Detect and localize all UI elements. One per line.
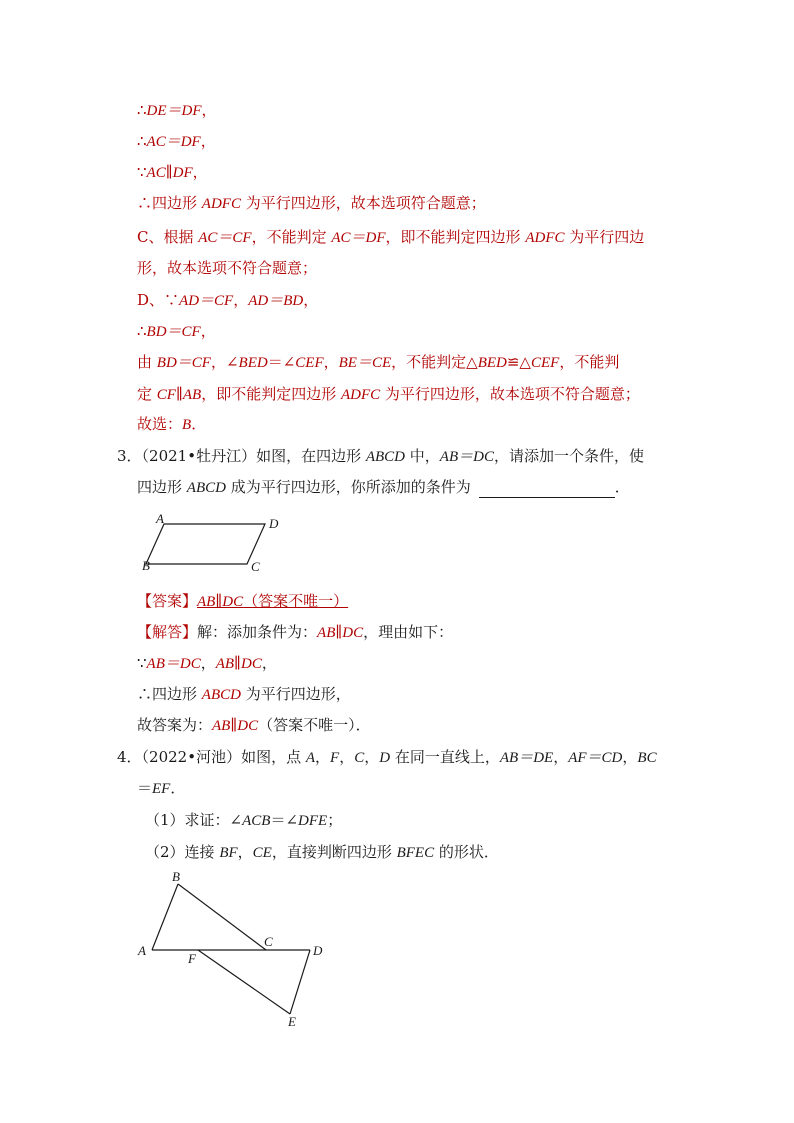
- punct: ．: [614, 478, 630, 496]
- math-expr: DFE: [298, 813, 328, 829]
- math-expr: ADFC: [340, 387, 381, 403]
- label-d: D: [269, 516, 279, 531]
- q3-line-2: [137, 477, 630, 498]
- math-expr: ABCD: [201, 687, 241, 703]
- text: 由: [137, 353, 157, 371]
- q3-solution-line-2: [137, 653, 277, 674]
- q3-solution-line-4: [137, 715, 371, 736]
- math-expr: AB∥DC: [212, 718, 259, 734]
- math-expr: AD＝CF: [179, 293, 234, 309]
- option-d-line-5: [137, 414, 206, 435]
- text: 故选：: [137, 415, 183, 433]
- math-expr: CEF: [295, 355, 324, 371]
- text: 为平行四边形，: [240, 685, 351, 703]
- math-expr: BED: [477, 355, 507, 371]
- math-expr: BC: [637, 750, 657, 766]
- text: （2022•河池）如图，点: [141, 748, 306, 766]
- segment-ab: [152, 884, 178, 950]
- q4-line-1: [117, 747, 657, 768]
- text: ．: [191, 415, 207, 433]
- punct: ，: [200, 132, 216, 150]
- q3-solution-line-3: [137, 684, 351, 705]
- text: 解：添加条件为：: [197, 623, 318, 641]
- question-number: 3．: [117, 447, 142, 465]
- text: ，不能判: [559, 353, 620, 371]
- option-d-line-3: [137, 352, 619, 373]
- text: 为平行四边形，故本选项符合题意；: [240, 194, 486, 212]
- label-c: C: [264, 934, 273, 949]
- math-expr: D: [379, 750, 391, 766]
- text: 为平行四边形，故本选项不符合题意；: [380, 385, 640, 403]
- text: ，: [303, 291, 319, 309]
- text: （2021•牡丹江）如图，在四边形: [141, 447, 366, 465]
- text: C、根据: [137, 228, 199, 246]
- math-expr: AB＝DE: [499, 750, 554, 766]
- answer-note: （答案不唯一）: [243, 592, 349, 610]
- math-expr: EF: [152, 781, 171, 797]
- text: 中，: [405, 447, 440, 465]
- text: ，不能判定: [251, 228, 332, 246]
- text: ，不能判定△: [391, 353, 478, 371]
- segment-fe: [198, 950, 290, 1014]
- text: D、∵: [137, 291, 180, 309]
- because-symbol: ∵: [137, 163, 147, 181]
- math-expr: CEF: [530, 355, 560, 371]
- label-c: C: [251, 559, 260, 574]
- math-expr: AD＝BD: [248, 293, 304, 309]
- answer-tag: 【答案】: [137, 592, 198, 610]
- text: ；: [327, 811, 343, 829]
- math-expr: AB∥DC: [317, 625, 364, 641]
- math-expr: B: [182, 417, 192, 433]
- text: ，: [622, 748, 638, 766]
- segment-de: [290, 950, 310, 1014]
- math-expr: AB＝DC: [146, 656, 201, 672]
- math-expr: BD＝CF: [156, 355, 211, 371]
- text: ，: [553, 748, 569, 766]
- text: ＝∠: [270, 811, 299, 829]
- math-expr: BED: [238, 355, 268, 371]
- math-expr: BD＝CF: [146, 324, 201, 340]
- math-expr: BF: [219, 845, 238, 861]
- option-c-line-2: [137, 258, 317, 278]
- q4-line-2: [137, 778, 185, 799]
- text: ，请添加一个条件，使: [493, 447, 644, 465]
- text: （1）求证：∠: [145, 811, 243, 829]
- solution-tag: 【解答】: [137, 623, 198, 641]
- option-d-line-2: [137, 321, 216, 342]
- math-expr: ADFC: [525, 230, 565, 246]
- label-b: B: [172, 869, 180, 884]
- text: ．: [170, 779, 186, 797]
- math-expr: ABCD: [365, 449, 406, 465]
- parallelogram-shape: [146, 524, 265, 564]
- math-expr: F: [330, 750, 340, 766]
- math-expr: BE＝CE: [338, 355, 392, 371]
- therefore-symbol: ∴: [137, 194, 153, 212]
- punct: ，: [192, 163, 208, 181]
- text: ＝∠: [267, 353, 296, 371]
- label-a: A: [156, 511, 164, 526]
- text: ，∠: [210, 353, 239, 371]
- text: ∴四边形: [137, 685, 202, 703]
- math-expr: AC＝CF: [198, 230, 252, 246]
- text: ，: [261, 654, 277, 672]
- q3-answer: [137, 591, 348, 612]
- math-expr: CE: [252, 845, 272, 861]
- math-expr: A: [305, 750, 316, 766]
- q3-line-1: [117, 446, 644, 467]
- text: ，: [200, 654, 216, 672]
- solution-line: [137, 131, 216, 152]
- text: （2）连接: [145, 843, 220, 861]
- option-d-line-1: [137, 290, 318, 311]
- option-c-line-1: [137, 227, 644, 248]
- question-number: 4．: [117, 748, 142, 766]
- answer-value: AB∥DC: [197, 594, 244, 610]
- label-a: A: [138, 943, 146, 958]
- label-b: B: [142, 558, 150, 573]
- parallelogram-figure: [138, 510, 288, 576]
- text: ，: [315, 748, 331, 766]
- text: ，即不能判定四边形: [385, 228, 526, 246]
- label-d: D: [313, 943, 323, 958]
- text: ，: [233, 291, 249, 309]
- math-expr: AC＝DF: [146, 134, 201, 150]
- math-expr: C: [354, 750, 365, 766]
- therefore-symbol: ∴: [137, 322, 147, 340]
- text: 故答案为：: [137, 716, 213, 734]
- math-expr: ACB: [242, 813, 271, 829]
- text: 的形状．: [434, 843, 499, 861]
- q4-part-2: [145, 842, 499, 863]
- math-expr: BFEC: [396, 845, 435, 861]
- text: 为平行四边: [564, 228, 645, 246]
- label-e: E: [288, 1014, 296, 1029]
- math-expr: CF∥AB: [156, 387, 202, 403]
- segment-bc: [178, 884, 266, 950]
- text: ，直接判断四边形: [271, 843, 397, 861]
- solution-line: [137, 100, 217, 121]
- text: ，: [339, 748, 355, 766]
- math-expr: ABCD: [186, 480, 226, 496]
- solution-line: [137, 193, 486, 214]
- because-symbol: ∵: [137, 654, 147, 672]
- triangles-figure: [132, 866, 337, 1031]
- text: 定: [137, 385, 157, 403]
- math-expr: AB＝DC: [439, 449, 494, 465]
- text: ，: [237, 843, 253, 861]
- option-d-line-4: [137, 384, 640, 405]
- math-expr: AB∥DC: [215, 656, 262, 672]
- text: 形，故本选项不符合题意；: [137, 259, 318, 277]
- answer-blank[interactable]: [479, 481, 615, 498]
- text: ，: [323, 353, 339, 371]
- therefore-symbol: ∴: [137, 132, 147, 150]
- q3-solution-line-1: [137, 622, 453, 643]
- text: （答案不唯一）．: [258, 716, 371, 734]
- solution-line: [137, 162, 208, 183]
- text: ，: [200, 322, 216, 340]
- text: ≌△: [506, 353, 531, 371]
- text: 四边形: [137, 478, 187, 496]
- text: ，理由如下：: [363, 623, 454, 641]
- text: 成为平行四边形，你所添加的条件为: [225, 478, 471, 496]
- math-expr: DE＝DF: [146, 103, 202, 119]
- text: ，: [364, 748, 380, 766]
- label-f: F: [188, 951, 196, 966]
- math-expr: ADFC: [201, 196, 241, 212]
- math-expr: AC＝DF: [331, 230, 386, 246]
- therefore-symbol: ∴: [137, 101, 147, 119]
- text: ＝: [137, 779, 153, 797]
- q4-part-1: [145, 810, 342, 831]
- punct: ，: [201, 101, 217, 119]
- math-expr: AF＝CD: [568, 750, 623, 766]
- text: 在同一直线上，: [390, 748, 500, 766]
- text: ，即不能判定四边形: [201, 385, 341, 403]
- text: 四边形: [152, 194, 202, 212]
- math-expr: AC∥DF: [146, 165, 193, 181]
